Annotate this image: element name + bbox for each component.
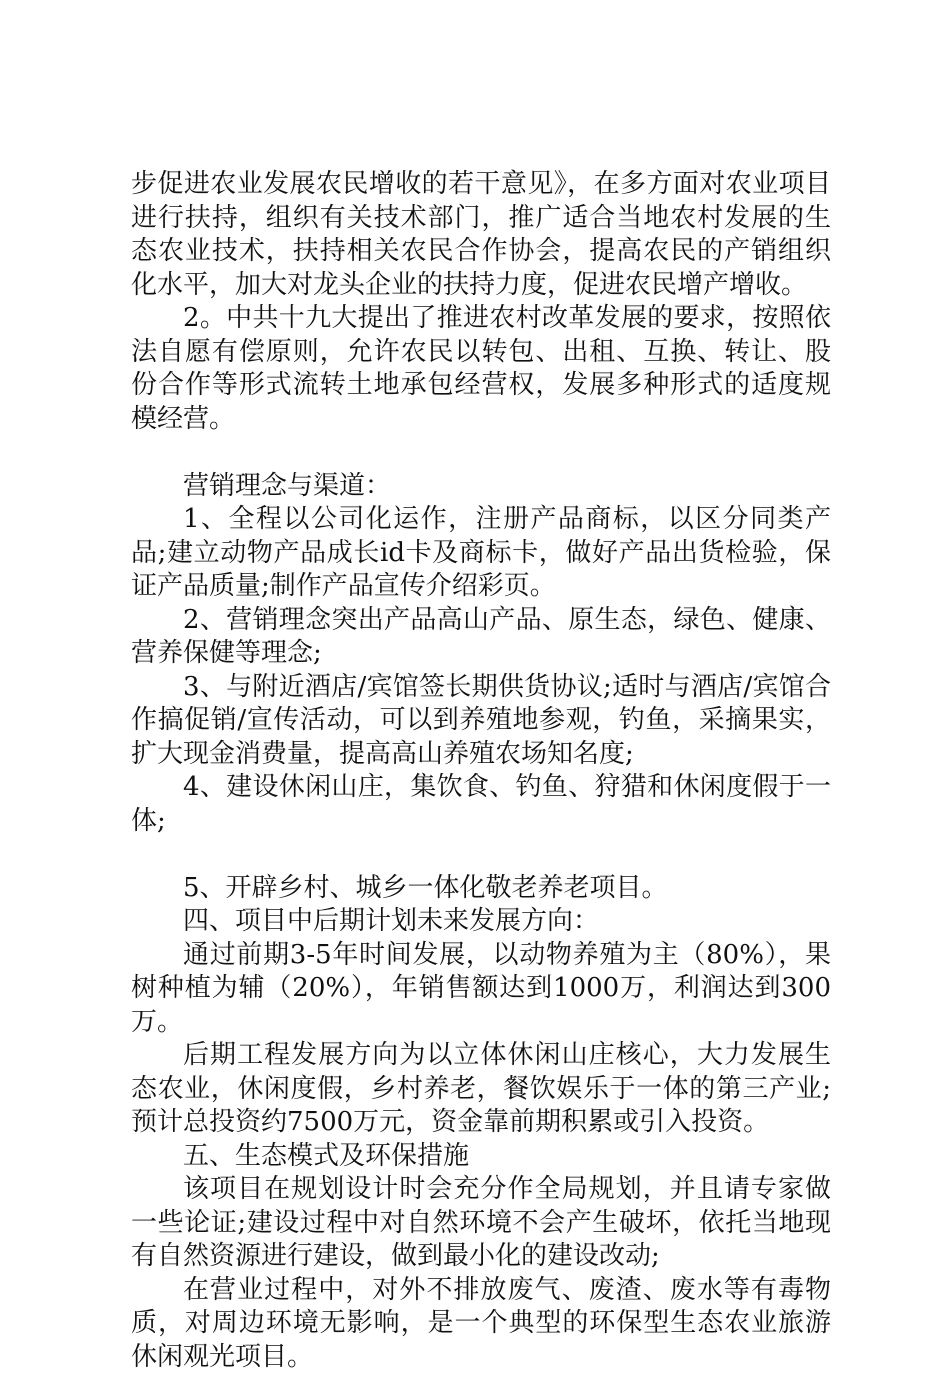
list-item-marketing-3: 3、与附近酒店/宾馆签长期供货协议;适时与酒店/宾馆合作搞促销/宣传活动，可以到养殖地参观，钓鱼，采摘果实，扩大现金消费量，提高高山养殖农场知名度; (131, 671, 831, 772)
paragraph-operation-environment: 在营业过程中，对外不排放废气、废渣、废水等有毒物质，对周边环境无影响，是一个典型的环保型生态农业旅游休闲观光项目。 (131, 1274, 831, 1374)
list-item-marketing-2: 2、营销理念突出产品高山产品、原生态，绿色、健康、营养保健等理念; (131, 604, 831, 671)
paragraph-early-development: 通过前期3-5年时间发展，以动物养殖为主（80%），果树种植为辅（20%），年销售额达到1000万，利润达到300万。 (131, 939, 831, 1040)
list-item-marketing-4: 4、建设休闲山庄，集饮食、钓鱼、狩猎和休闲度假于一体; (131, 771, 831, 838)
document-body (131, 168, 831, 1374)
paragraph-later-development: 后期工程发展方向为以立体休闲山庄核心，大力发展生态农业，休闲度假，乡村养老，餐饮娱乐于一体的第三产业;预计总投资约7500万元，资金靠前期积累或引入投资。 (131, 1039, 831, 1140)
blank-line (131, 838, 831, 872)
paragraph-policy-support: 步促进农业发展农民增收的若干意见》，在多方面对农业项目进行扶持，组织有关技术部门，推广适合当地农村发展的生态农业技术，扶持相关农民合作协会，提高农民的产销组织化水平，加大对龙头企业的扶持力度，促进农民增产增收。 (131, 168, 831, 302)
heading-marketing-channels: 营销理念与渠道： (131, 470, 831, 504)
blank-line (131, 436, 831, 470)
heading-ecology-environment: 五、生态模式及环保措施 (131, 1140, 831, 1174)
list-item-marketing-5: 5、开辟乡村、城乡一体化敬老养老项目。 (131, 872, 831, 906)
paragraph-reform-requirements: 2。中共十九大提出了推进农村改革发展的要求，按照依法自愿有偿原则，允许农民以转包、出租、互换、转让、股份合作等形式流转土地承包经营权，发展多种形式的适度规模经营。 (131, 302, 831, 436)
heading-future-plan: 四、项目中后期计划未来发展方向： (131, 905, 831, 939)
paragraph-planning-design: 该项目在规划设计时会充分作全局规划，并且请专家做一些论证;建设过程中对自然环境不会产生破坏，依托当地现有自然资源进行建设，做到最小化的建设改动; (131, 1173, 831, 1274)
list-item-marketing-1: 1、全程以公司化运作，注册产品商标，以区分同类产品;建立动物产品成长id卡及商标卡，做好产品出货检验，保证产品质量;制作产品宣传介绍彩页。 (131, 503, 831, 604)
